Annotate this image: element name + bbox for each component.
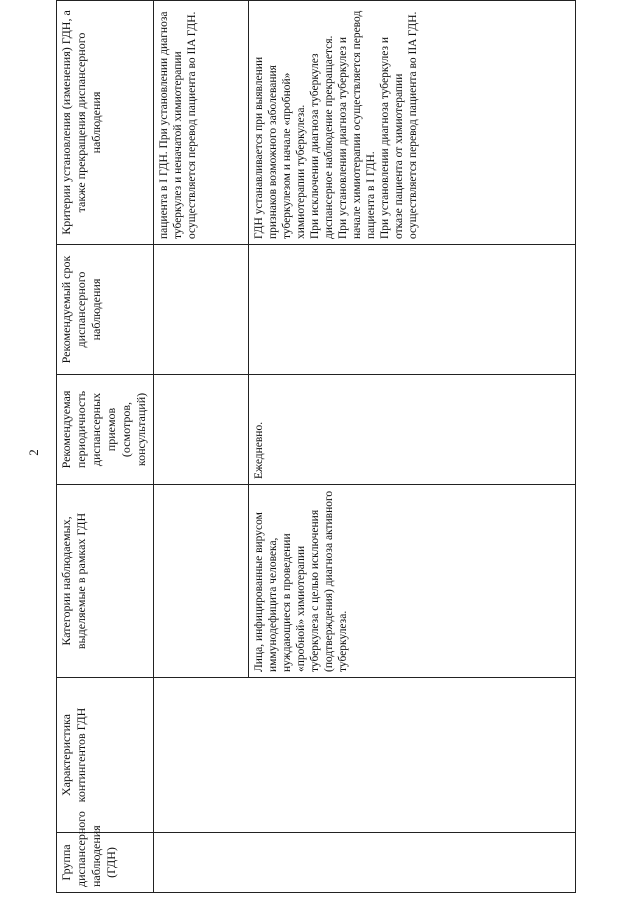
cell-group xyxy=(154,833,576,893)
header-category: Категории наблюдаемых, выделяемые в рамках ГДН xyxy=(57,485,154,678)
cell-category-continued xyxy=(154,485,249,678)
cell-criteria-hiv xyxy=(249,1,576,245)
cell-characteristic xyxy=(154,678,576,833)
cell-frequency-continued xyxy=(154,375,249,485)
cell-term-continued xyxy=(154,245,249,375)
header-term: Рекомендуемый срок диспансерного наблюдения xyxy=(57,245,154,375)
cell-frequency-daily: Ежедневно. xyxy=(249,375,576,485)
cell-category-hiv: Лица, инфицированные вирусом иммунодефицита человека, нуждающиеся в проведении «пробной» химиотерапии туберкулеза с целью исключения (подтверждения) диагноза активного туберкулеза. xyxy=(249,485,576,678)
dispensary-groups-table xyxy=(56,0,576,893)
table-row xyxy=(154,1,249,893)
dispensary-table-container xyxy=(56,1,576,893)
criteria-paragraph: При установлении диагноза туберкулез и отказе пациента от химиотерапии осуществляется перевод пациента во IIA ГДН. xyxy=(379,11,419,239)
criteria-paragraph: ГДН устанавливается при выявлении признаков возможного заболевания туберкулезом и начале «пробной» химиотерапии туберкулеза. xyxy=(253,56,307,239)
criteria-paragraph: При установлении диагноза туберкулез и начале химиотерапии осуществляется перевод пациента в I ГДН. xyxy=(337,10,377,239)
header-group: Группа диспансерного наблюдения (ГДН) xyxy=(57,833,154,893)
header-criteria: Критерии установления (изменения) ГДН, а также прекращения диспансерного наблюдения xyxy=(57,1,154,245)
header-frequency: Рекомендуемая периодичность диспансерных приемов (осмотров, консультаций) xyxy=(57,375,154,485)
criteria-paragraph: При исключении диагноза туберкулез диспансерное наблюдение прекращается. xyxy=(309,35,335,239)
cell-criteria-continued: пациента в I ГДН. При установлении диагноза туберкулез и неначатой химиотерапии осуществляется перевод пациента во IIA ГДН. xyxy=(154,1,249,245)
header-characteristic: Характеристика контингентов ГДН xyxy=(57,678,154,833)
cell-term-empty xyxy=(249,245,576,375)
header-row xyxy=(57,1,154,893)
page-number: 2 xyxy=(25,449,41,456)
